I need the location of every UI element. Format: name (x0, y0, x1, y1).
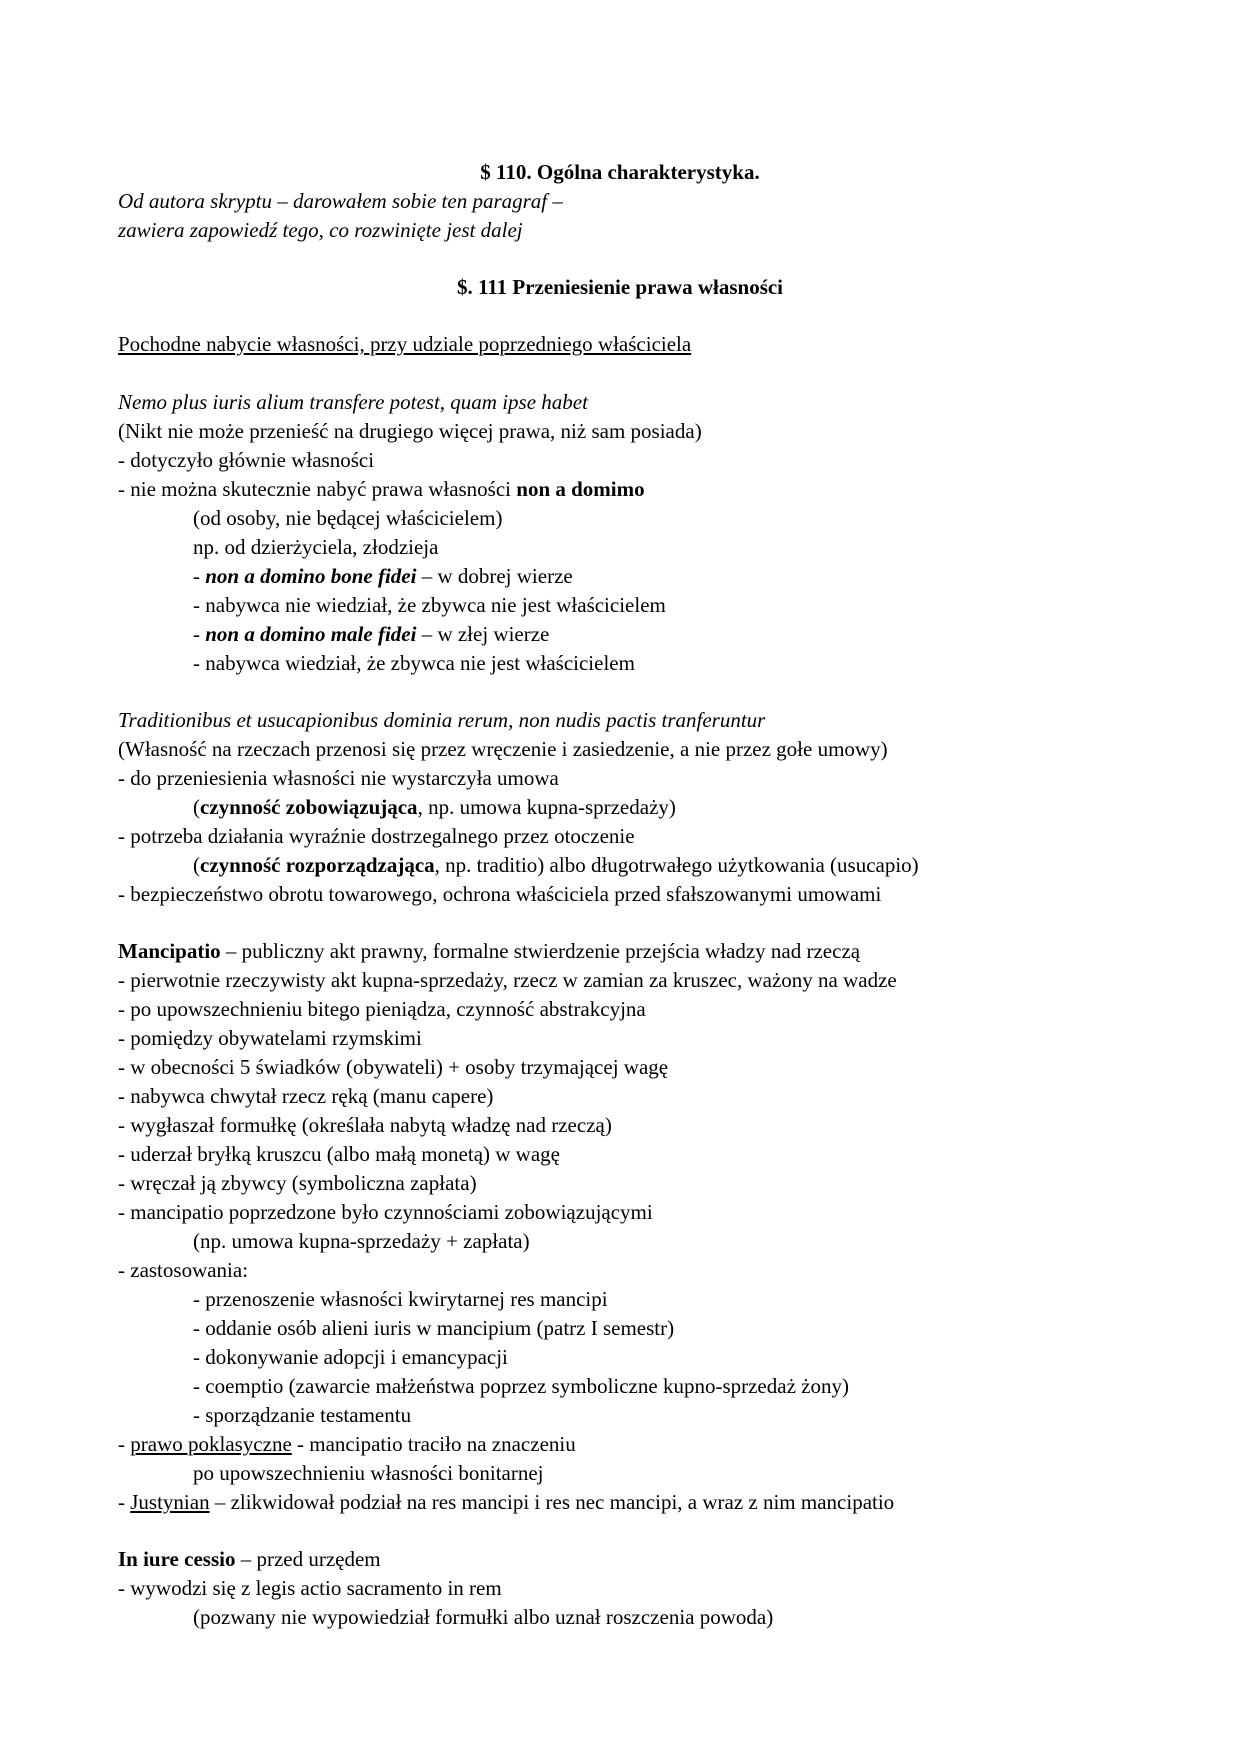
bone-fidei-term: non a domino bone fidei (205, 564, 417, 588)
in-iure-cessio-point-1: - wywodzi się z legis actio sacramento in rem (118, 1576, 502, 1600)
traditionibus-translation: (Własność na rzeczach przenosi się przez wręczenie i zasiedzenie, a nie przez gołe umowy) (118, 737, 888, 761)
author-note-line-2: zawiera zapowiedź tego, co rozwinięte jest dalej (118, 218, 523, 242)
trad-point-4-open: ( (193, 853, 200, 877)
in-iure-cessio-term: In iure cessio (118, 1547, 236, 1571)
postclassical-law-desc: - mancipatio traciło na znaczeniu (291, 1432, 576, 1456)
trad-point-3: - potrzeba działania wyraźnie dostrzegalnego przez otoczenie (118, 824, 635, 848)
disposing-act-term: czynność rozporządzająca (200, 853, 435, 877)
derivative-acquisition-subheading: Pochodne nabycie własności, przy udziale poprzedniego właściciela (118, 332, 692, 356)
section-110-heading: $ 110. Ogólna charakterystyka. (480, 160, 760, 184)
nemo-point-8: - nabywca wiedział, że zbywca nie jest właścicielem (193, 651, 635, 675)
mancipatio-point-10: (np. umowa kupna-sprzedaży + zapłata) (193, 1229, 530, 1253)
non-a-domimo-term: non a domimo (516, 477, 645, 501)
mancipatio-use-item: - sporządzanie testamentu (193, 1403, 412, 1427)
mancipatio-point-4: - w obecności 5 świadków (obywateli) + osoby trzymającej wagę (118, 1055, 669, 1079)
mancipatio-uses-label: - zastosowania: (118, 1258, 249, 1282)
postclassical-law-term: prawo poklasyczne (130, 1432, 292, 1456)
author-note-line-1: Od autora skryptu – darowałem sobie ten paragraf – (118, 189, 563, 213)
mancipatio-def: – publiczny akt prawny, formalne stwierdzenie przejścia władzy nad rzeczą (220, 939, 861, 963)
nemo-point-6: - nabywca nie wiedział, że zbywca nie jest właścicielem (193, 593, 666, 617)
mancipatio-point-2: - po upowszechnieniu bitego pieniądza, czynność abstrakcyjna (118, 997, 646, 1021)
justinian-desc: – zlikwidował podział na res mancipi i res nec mancipi, a wraz z nim mancipatio (209, 1490, 895, 1514)
mancipatio-point-9: - mancipatio poprzedzone było czynnościami zobowiązującymi (118, 1200, 653, 1224)
in-iure-cessio-point-2: (pozwany nie wypowiedział formułki albo uznał roszczenia powoda) (193, 1605, 774, 1629)
mancipatio-point-5: - nabywca chwytał rzecz ręką (manu capere) (118, 1084, 494, 1108)
mancipatio-point-3: - pomiędzy obywatelami rzymskimi (118, 1026, 422, 1050)
mancipatio-definition (118, 937, 860, 966)
nemo-point-7-dash: - (193, 622, 206, 646)
trad-point-4-rest: , np. traditio) albo długotrwałego użytkowania (usucapio) (434, 853, 919, 877)
nemo-point-2 (118, 475, 645, 504)
nemo-point-1: - dotyczyło głównie własności (118, 448, 375, 472)
nemo-maxim: Nemo plus iuris alium transfere potest, quam ipse habet (118, 390, 588, 414)
trad-point-2 (193, 793, 676, 822)
in-iure-cessio-definition (118, 1545, 381, 1574)
nemo-point-3: (od osoby, nie będącej właścicielem) (193, 506, 503, 530)
trad-point-2-rest: , np. umowa kupna-sprzedaży) (417, 795, 676, 819)
nemo-point-2-text: - nie można skutecznie nabyć prawa własności (118, 477, 517, 501)
section-111-heading: $. 111 Przeniesienie prawa własności (456, 275, 784, 299)
mancipatio-use-item: - przenoszenie własności kwirytarnej res mancipi (193, 1287, 608, 1311)
postclassical-law-line (118, 1430, 576, 1459)
nemo-point-7 (193, 620, 549, 649)
male-fidei-term: non a domino male fidei (205, 622, 417, 646)
justinian-dash: - (118, 1490, 131, 1514)
nemo-point-4: np. od dzierżyciela, złodzieja (193, 535, 439, 559)
mancipatio-use-item: - oddanie osób alieni iuris w mancipium (patrz I semestr) (193, 1316, 675, 1340)
mancipatio-use-item: - dokonywanie adopcji i emancypacji (193, 1345, 508, 1369)
justinian-line (118, 1488, 894, 1517)
trad-point-4 (193, 851, 919, 880)
traditionibus-maxim: Traditionibus et usucapionibus dominia rerum, non nudis pactis tranferuntur (118, 708, 766, 732)
in-iure-cessio-def: – przed urzędem (235, 1547, 381, 1571)
mancipatio-use-item: - coemptio (zawarcie małżeństwa poprzez symboliczne kupno-sprzedaż żony) (193, 1374, 849, 1398)
mancipatio-point-6: - wygłaszał formułkę (określała nabytą władzę nad rzeczą) (118, 1113, 612, 1137)
trad-point-2-open: ( (193, 795, 200, 819)
postclassical-law-line-2: po upowszechnieniu własności bonitarnej (193, 1461, 544, 1485)
postclassical-dash: - (118, 1432, 131, 1456)
trad-point-1: - do przeniesienia własności nie wystarczyła umowa (118, 766, 559, 790)
justinian-term: Justynian (130, 1490, 210, 1514)
nemo-point-5-dash: - (193, 564, 206, 588)
trad-point-5: - bezpieczeństwo obrotu towarowego, ochrona właściciela przed sfałszowanymi umowami (118, 882, 882, 906)
male-fidei-desc: – w złej wierze (416, 622, 550, 646)
nemo-point-5 (193, 562, 573, 591)
obligating-act-term: czynność zobowiązująca (200, 795, 418, 819)
mancipatio-point-7: - uderzał bryłką kruszcu (albo małą monetą) w wagę (118, 1142, 560, 1166)
mancipatio-term: Mancipatio (118, 939, 221, 963)
mancipatio-point-1: - pierwotnie rzeczywisty akt kupna-sprzedaży, rzecz w zamian za kruszec, ważony na wadze (118, 968, 897, 992)
bone-fidei-desc: – w dobrej wierze (416, 564, 573, 588)
nemo-translation: (Nikt nie może przenieść na drugiego więcej prawa, niż sam posiada) (118, 419, 702, 443)
mancipatio-point-8: - wręczał ją zbywcy (symboliczna zapłata) (118, 1171, 477, 1195)
